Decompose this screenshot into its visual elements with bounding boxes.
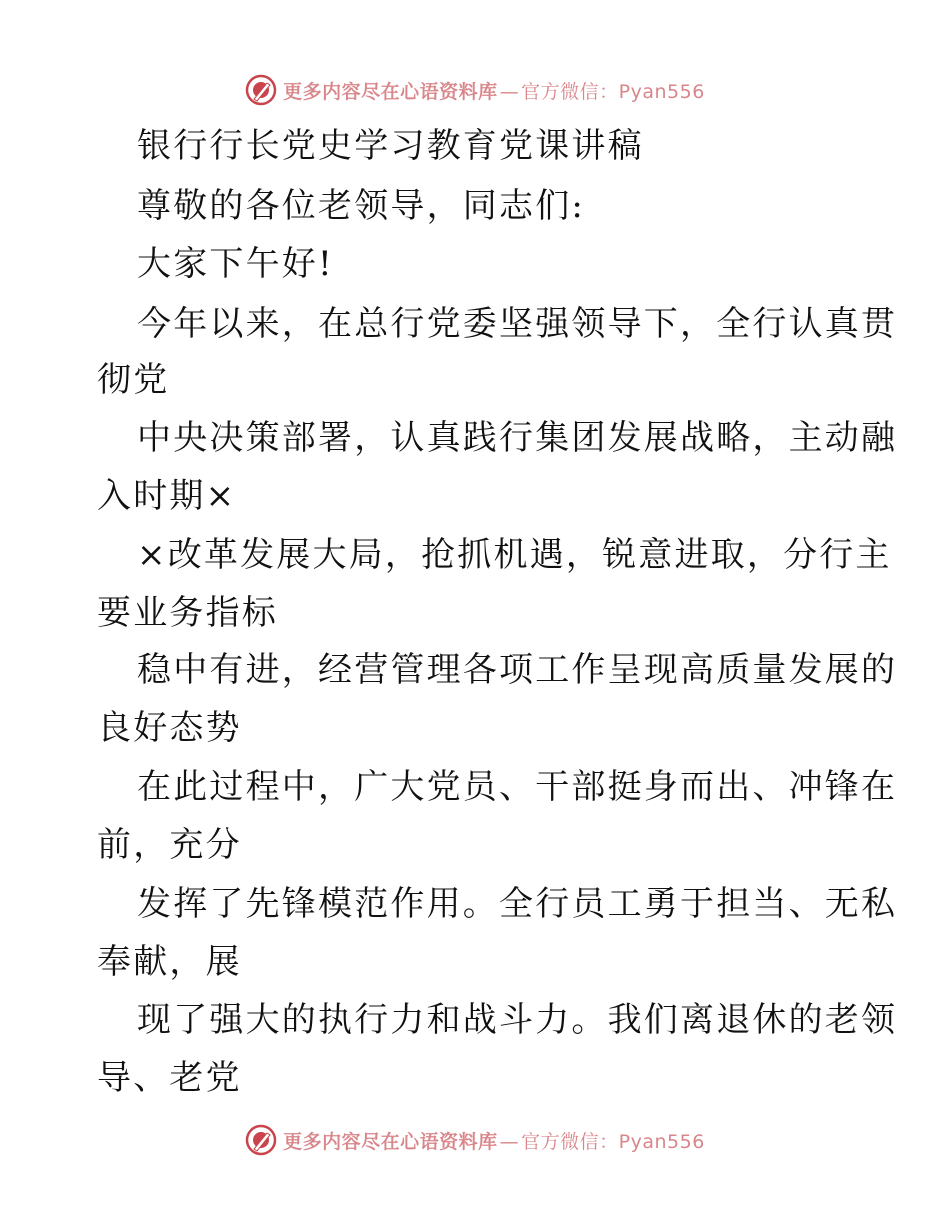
text-line: 今年以来，在总行党委坚强领导下，全行认真贯 <box>137 304 898 344</box>
watermark-title: 更多内容尽在心语资料库 <box>283 80 498 103</box>
text-line: 彻党 <box>97 360 170 400</box>
document-title: 银行行长党史学习教育党课讲稿 <box>137 126 644 166</box>
text-line: 要业务指标 <box>97 593 278 633</box>
text-line: ×改革发展大局，抢抓机遇，锐意进取，分行主 <box>137 535 892 575</box>
watermark-separator: — <box>499 1130 520 1153</box>
text-line: 中央决策部署，认真践行集团发展战略，主动融 <box>137 418 898 458</box>
pen-logo-icon <box>245 1124 277 1156</box>
watermark-title: 更多内容尽在心语资料库 <box>283 1130 498 1153</box>
text-line: 稳中有进，经营管理各项工作呈现高质量发展的 <box>137 650 898 690</box>
text-line: 在此过程中，广大党员、干部挺身而出、冲锋在 <box>137 767 898 807</box>
text-line: 导、老党 <box>97 1058 242 1098</box>
watermark-tail: 官方微信：Pyan556 <box>521 1130 705 1153</box>
text-line: 前，充分 <box>97 825 242 865</box>
header-watermark <box>0 70 950 110</box>
watermark-text <box>283 1127 705 1154</box>
footer-watermark <box>0 1120 950 1160</box>
text-line: 良好态势 <box>97 708 242 748</box>
text-line: 奉献，展 <box>97 942 242 982</box>
watermark-text <box>283 77 705 104</box>
text-line: 尊敬的各位老领导，同志们: <box>137 186 586 226</box>
text-line: 发挥了先锋模范作用。全行员工勇于担当、无私 <box>137 884 898 924</box>
watermark-separator: — <box>499 80 520 103</box>
text-line: 入时期× <box>97 476 237 516</box>
text-line: 大家下午好! <box>137 244 334 284</box>
text-line: 现了强大的执行力和战斗力。我们离退休的老领 <box>137 1000 898 1040</box>
watermark-tail: 官方微信：Pyan556 <box>521 80 705 103</box>
pen-logo-icon <box>245 74 277 106</box>
